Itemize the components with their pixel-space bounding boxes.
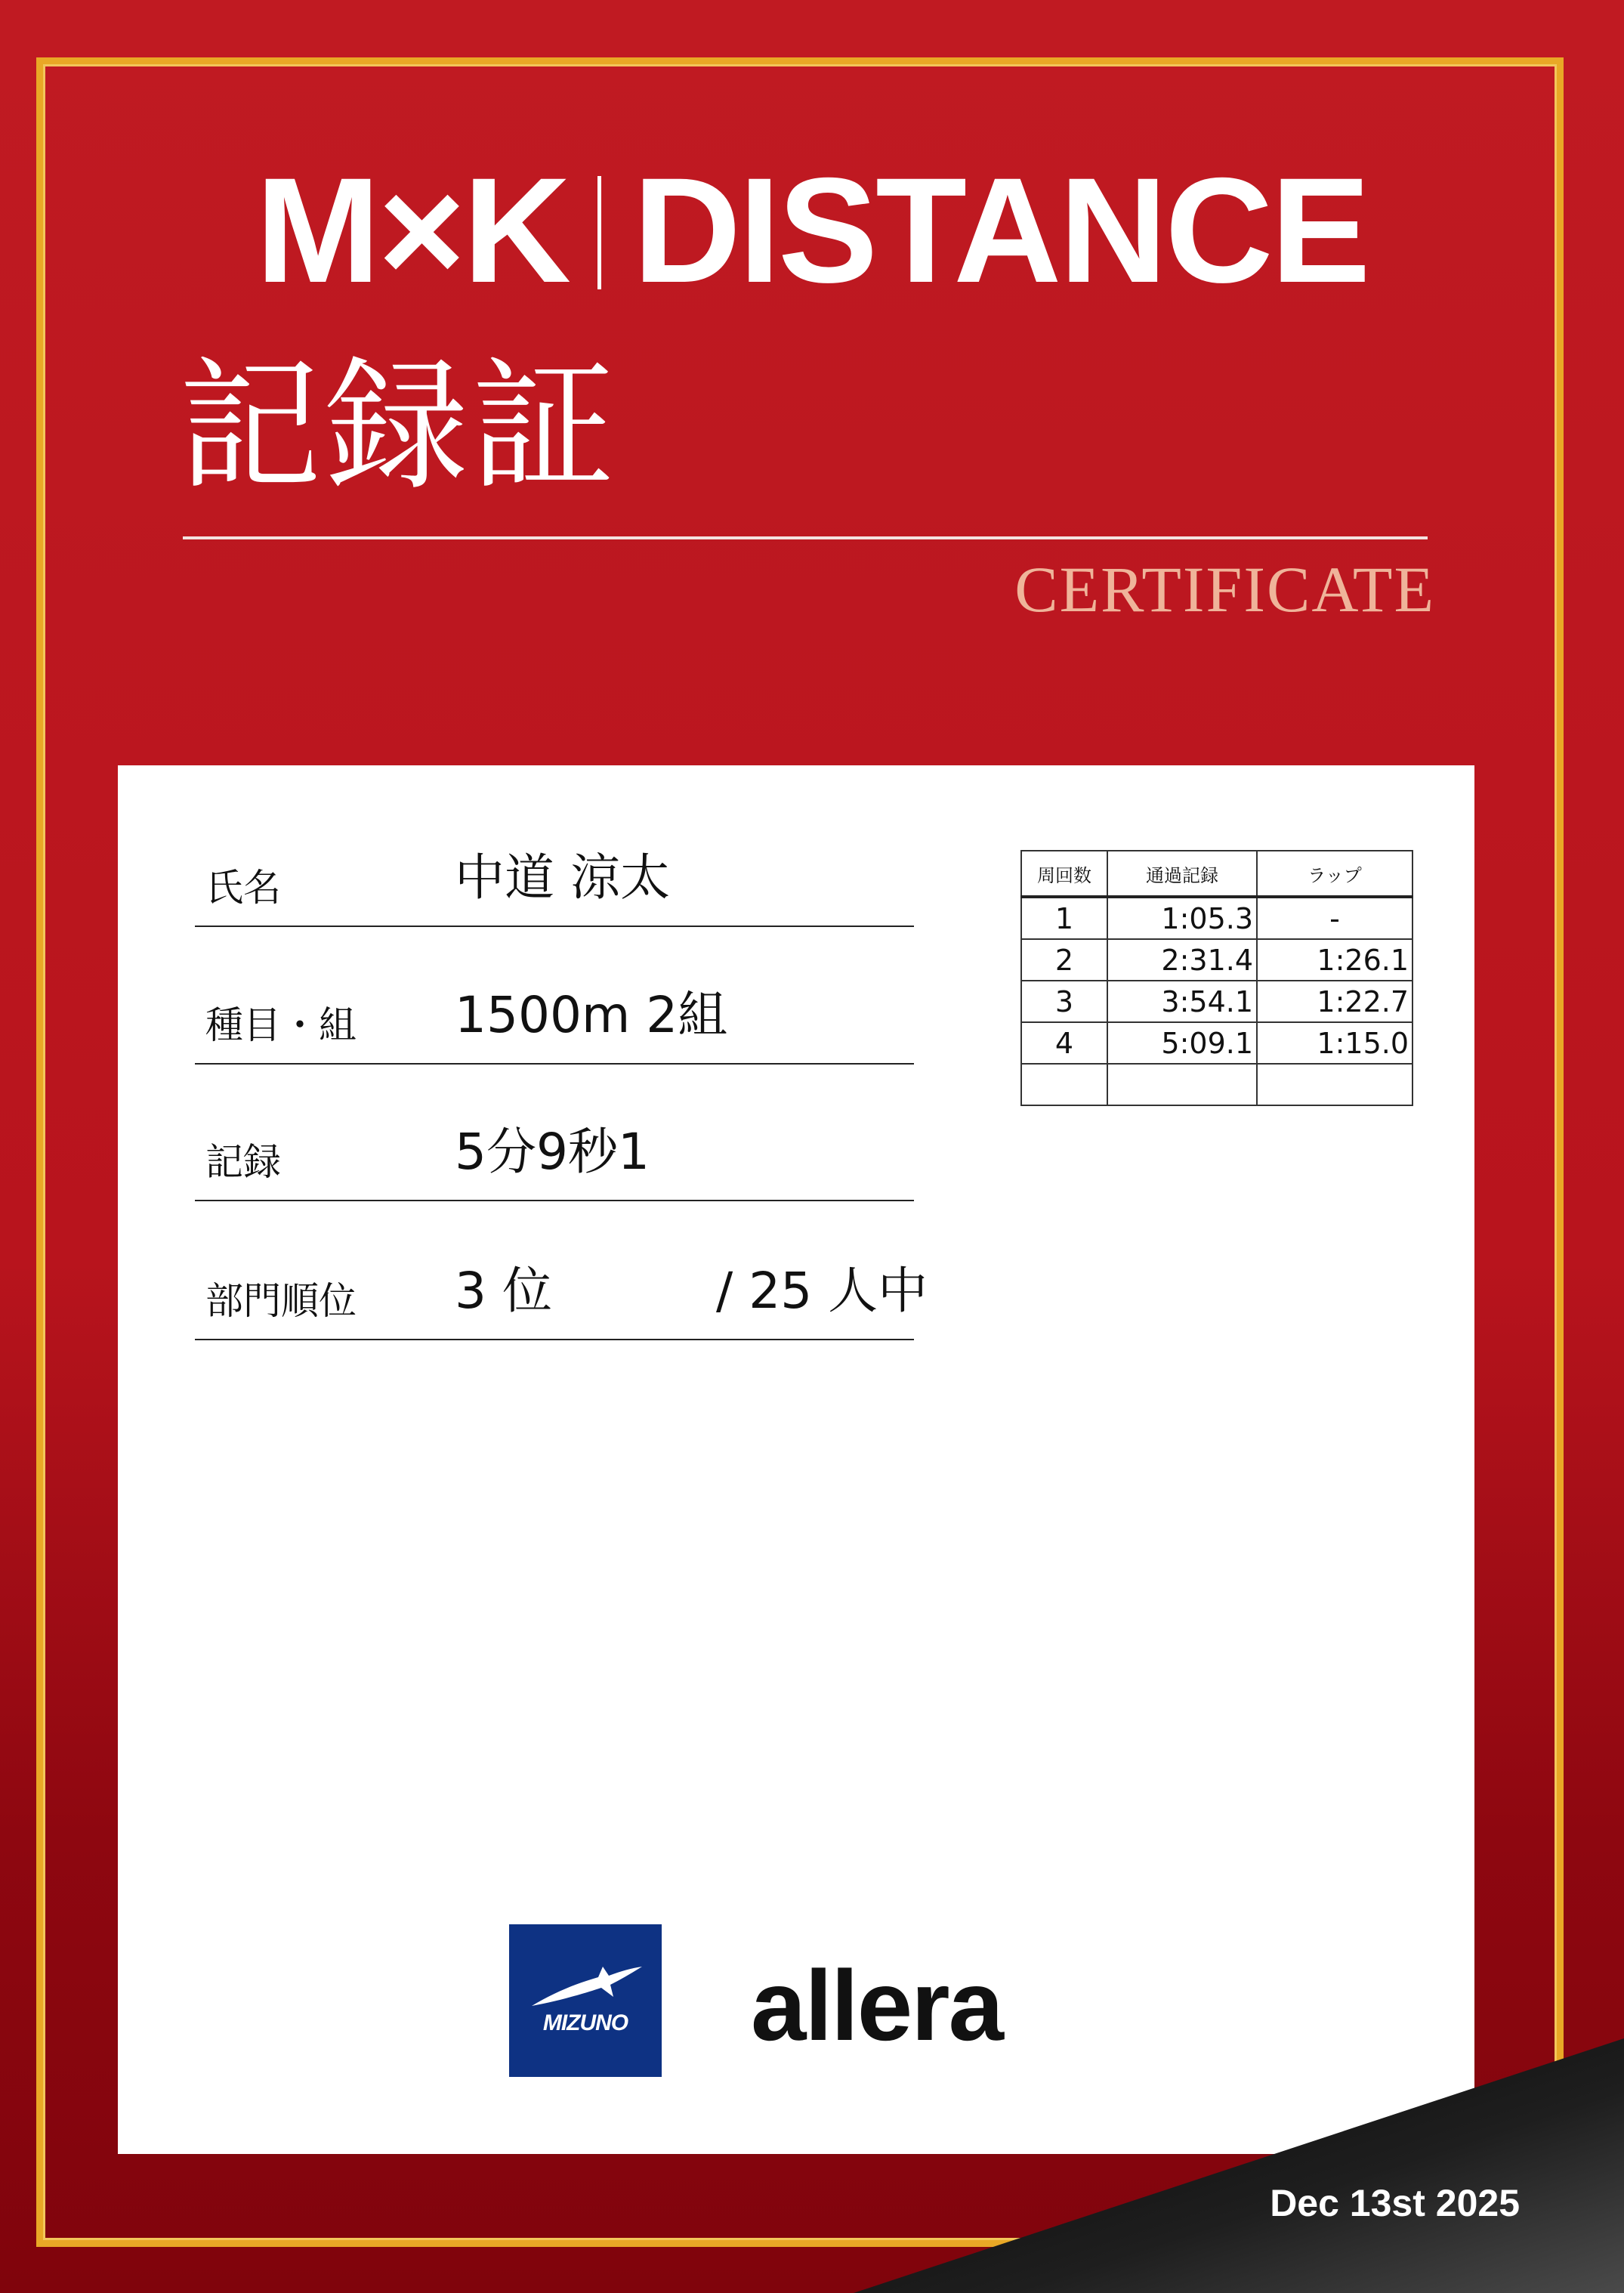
certificate-title-jp: 記録証 bbox=[178, 343, 619, 510]
record-value: 5分9秒1 bbox=[455, 1123, 650, 1181]
event-label: 種目・組 bbox=[205, 1003, 357, 1047]
event-value: 1500m 2組 bbox=[455, 986, 728, 1044]
lap-header-lap: 周回数 bbox=[1021, 851, 1107, 897]
record-label: 記録 bbox=[205, 1140, 281, 1184]
name-value: 中道 涼太 bbox=[455, 848, 670, 907]
lap-number: 3 bbox=[1021, 981, 1107, 1022]
brand-right: DISTANCE bbox=[633, 147, 1369, 314]
rank-value: 3 位 bbox=[455, 1262, 552, 1320]
rank-total: / 25 人中 bbox=[716, 1262, 928, 1320]
lap-time: 1:15.0 bbox=[1257, 1022, 1413, 1064]
allera-logo: allera bbox=[751, 1950, 1002, 2061]
lap-header-split: 通過記録 bbox=[1107, 851, 1257, 897]
rank-label: 部門順位 bbox=[205, 1279, 357, 1323]
event-date: Dec 13st 2025 bbox=[1270, 2182, 1520, 2224]
lap-time: 1:22.7 bbox=[1257, 981, 1413, 1022]
name-label: 氏名 bbox=[205, 866, 281, 910]
split-time: 2:31.4 bbox=[1107, 939, 1257, 981]
mizuno-wordmark: MIZUNO bbox=[542, 2010, 628, 2035]
lap-time: - bbox=[1257, 897, 1413, 939]
lap-header-lap-time: ラップ bbox=[1257, 851, 1413, 897]
lap-number: 2 bbox=[1021, 939, 1107, 981]
lap-number: 1 bbox=[1021, 897, 1107, 939]
split-time: 5:09.1 bbox=[1107, 1022, 1257, 1064]
split-time: 3:54.1 bbox=[1107, 981, 1257, 1022]
lap-time: 1:26.1 bbox=[1257, 939, 1413, 981]
brand-left: M×K bbox=[255, 147, 570, 314]
lap-number: 4 bbox=[1021, 1022, 1107, 1064]
certificate-title-en: CERTIFICATE bbox=[1014, 553, 1435, 626]
split-time: 1:05.3 bbox=[1107, 897, 1257, 939]
